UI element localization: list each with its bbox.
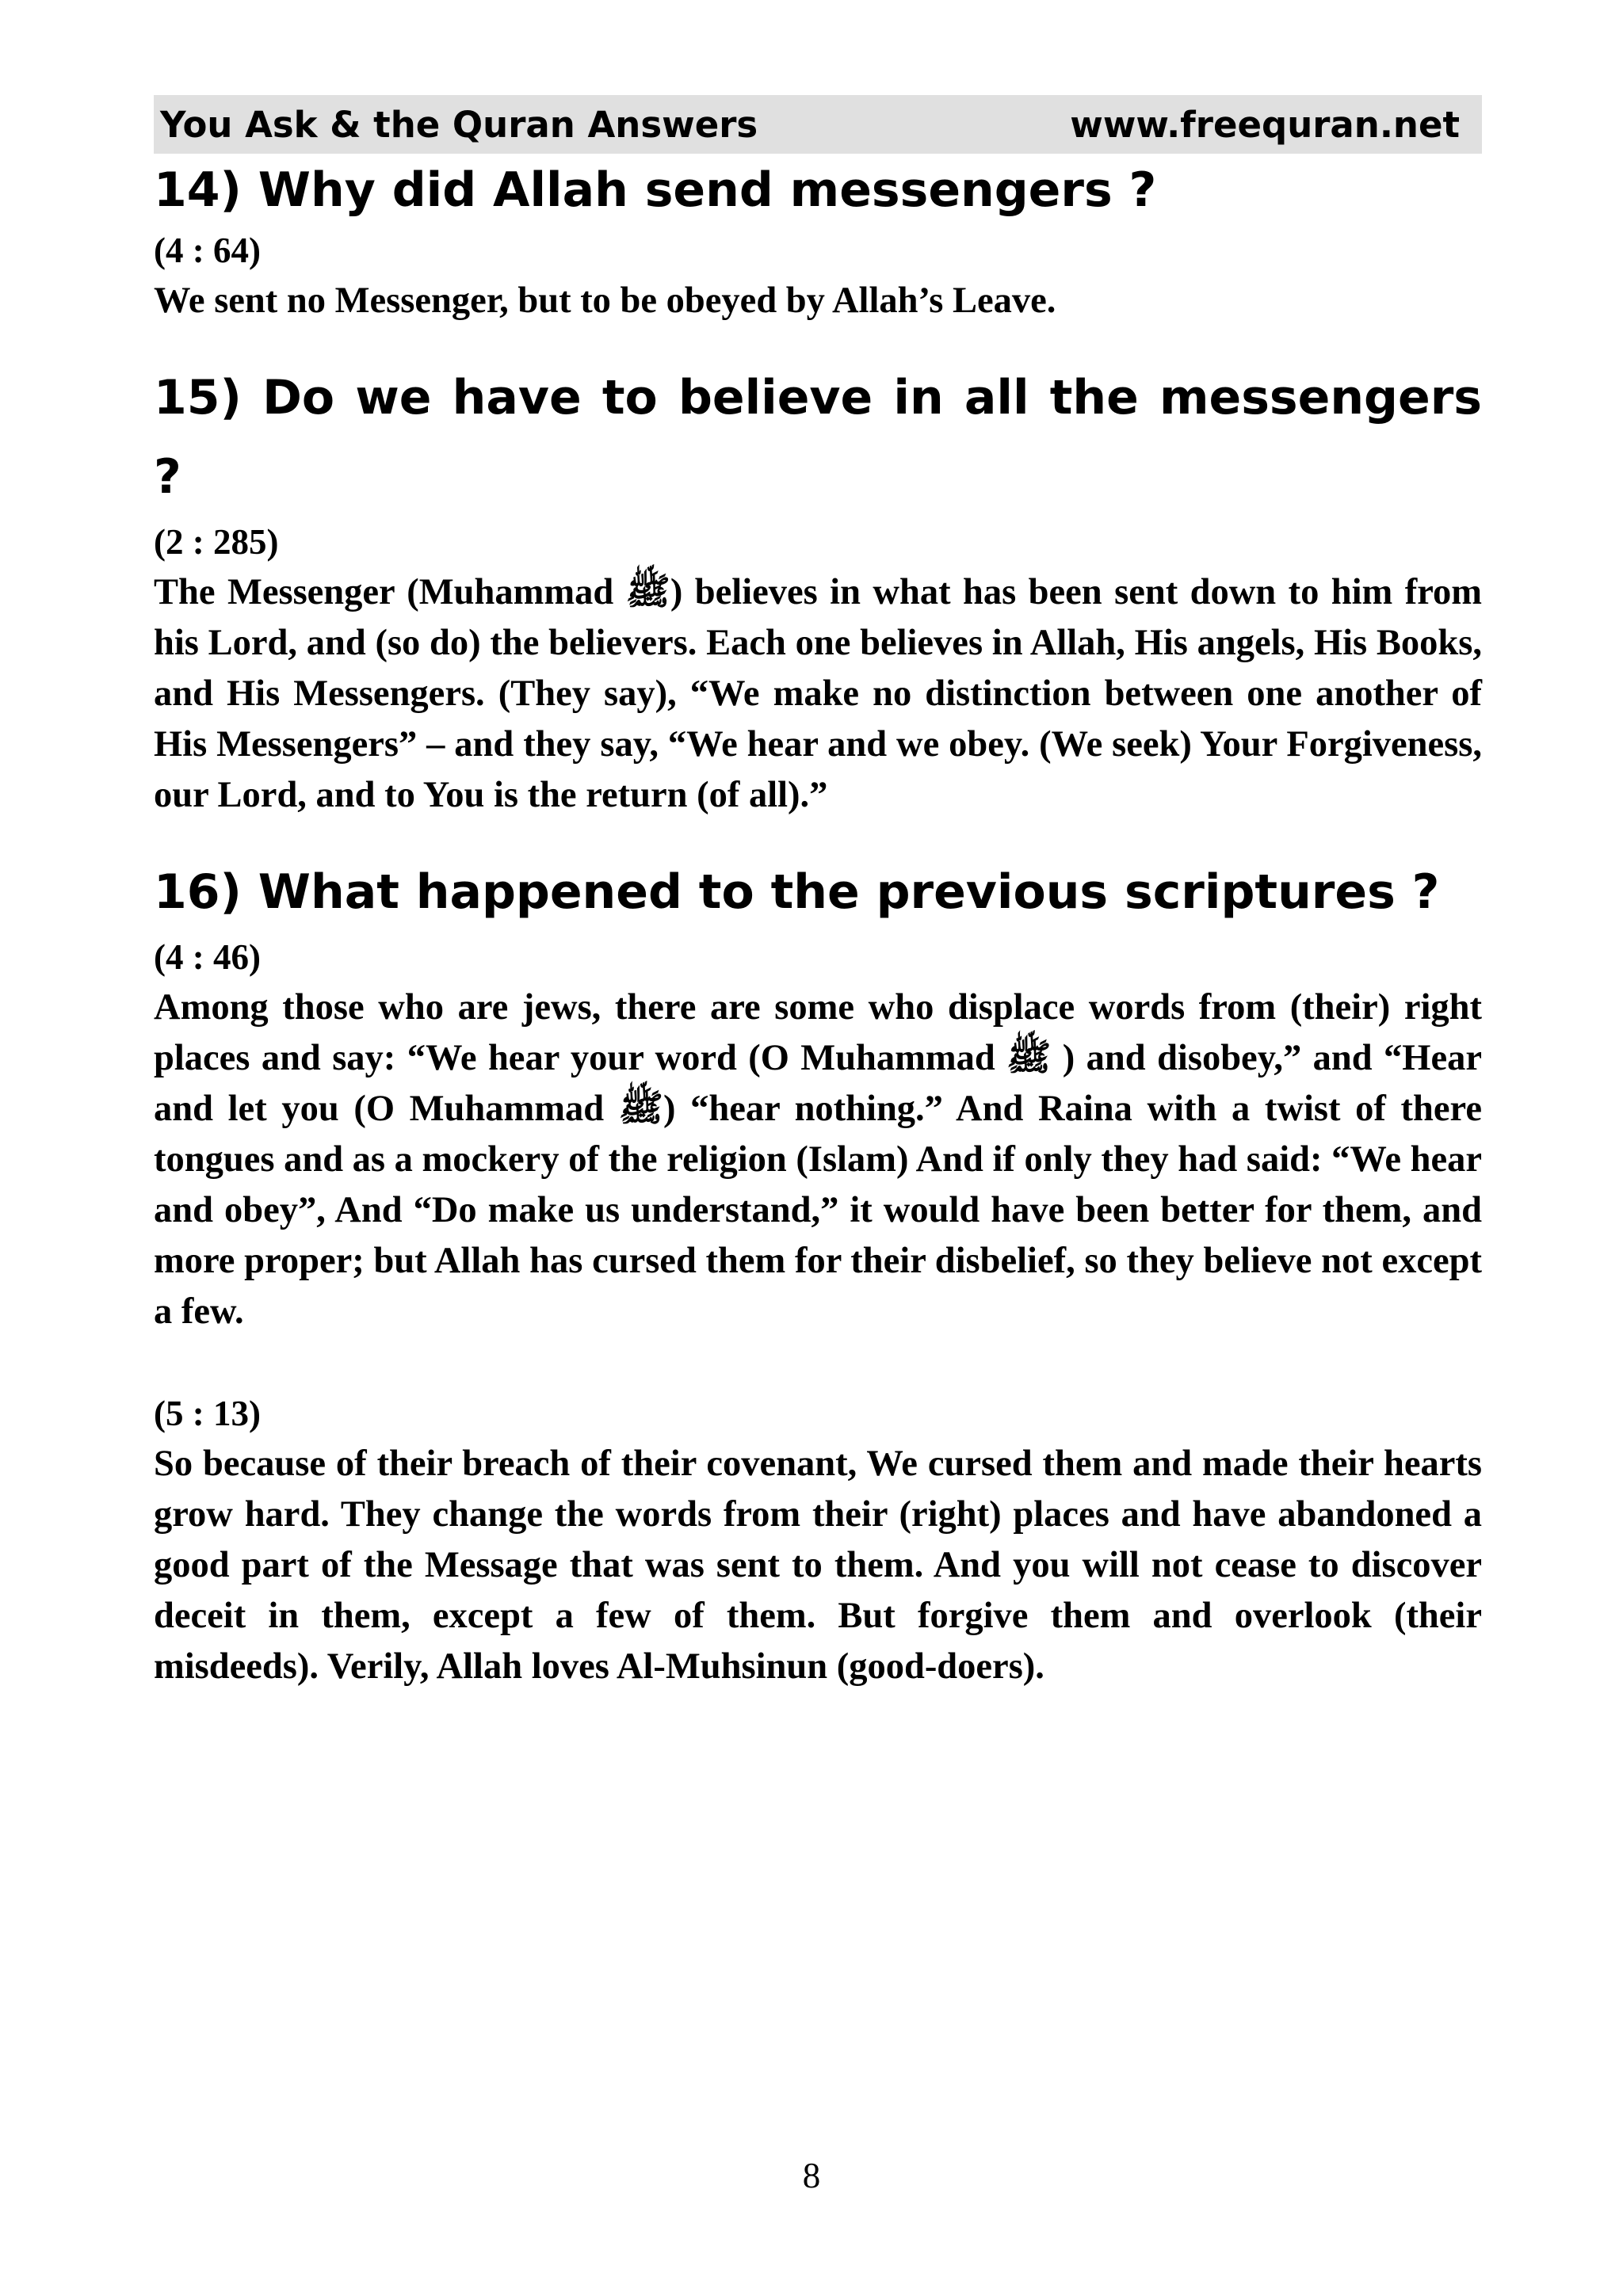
running-header — [154, 95, 1482, 154]
verse-text: We sent no Messenger, but to be obeyed by Allah’s Leave. — [154, 280, 1056, 321]
verse-reference: (4 : 46) — [154, 937, 261, 977]
question-heading-16: 16) What happened to the previous scriptures ? — [154, 864, 1440, 920]
verse-reference: (4 : 64) — [154, 231, 261, 270]
header-website: www.freequran.net — [1070, 103, 1460, 146]
question-heading-15: 15) Do we have to believe in all the messengers ? — [154, 370, 1482, 505]
document-page — [154, 95, 1482, 1692]
verse-text: The Messenger (Muhammad ﷺ) believes in what has been sent down to him from his Lord, and (so do) the believers. Each one believes in Allah, His angels, His Books, and His Messengers. (They say), “We make no distinction between one another of His Messengers” – and they say, “We hear and we obey. (We seek) Your Forgiveness, our Lord, and to You is the return (of all).” — [154, 572, 1482, 815]
verse-text: So because of their breach of their covenant, We cursed them and made their hearts grow hard. They change the words from their (right) places and have abandoned a good part of the Message that was sent to them. And you will not cease to discover deceit in them, except a few of them. But forgive them and overlook (their misdeeds). Verily, Allah loves Al-Muhsinun (good-doers). — [154, 1444, 1482, 1687]
verse-reference: (5 : 13) — [154, 1394, 261, 1433]
verse-reference: (2 : 285) — [154, 522, 279, 562]
page-number: 8 — [802, 2156, 821, 2195]
header-title: You Ask & the Quran Answers — [160, 103, 758, 146]
question-heading-14: 14) Why did Allah send messengers ? — [154, 162, 1157, 218]
verse-text: Among those who are jews, there are some who displace words from (their) right places and say: “We hear your word (O Muhammad ﷺ ) and disobey,” and “Hear and let you (O Muhammad ﷺ) “hear nothing.” And Raina with a twist of there tongues and as a mockery of the religion (Islam) And if only they had said: “We hear and obey”, And “Do make us understand,” it would have been better for them, and more proper; but Allah has cursed them for their disbelief, so they believe not except a few. — [154, 987, 1483, 1332]
paragraph-spacer — [154, 1337, 1482, 1388]
